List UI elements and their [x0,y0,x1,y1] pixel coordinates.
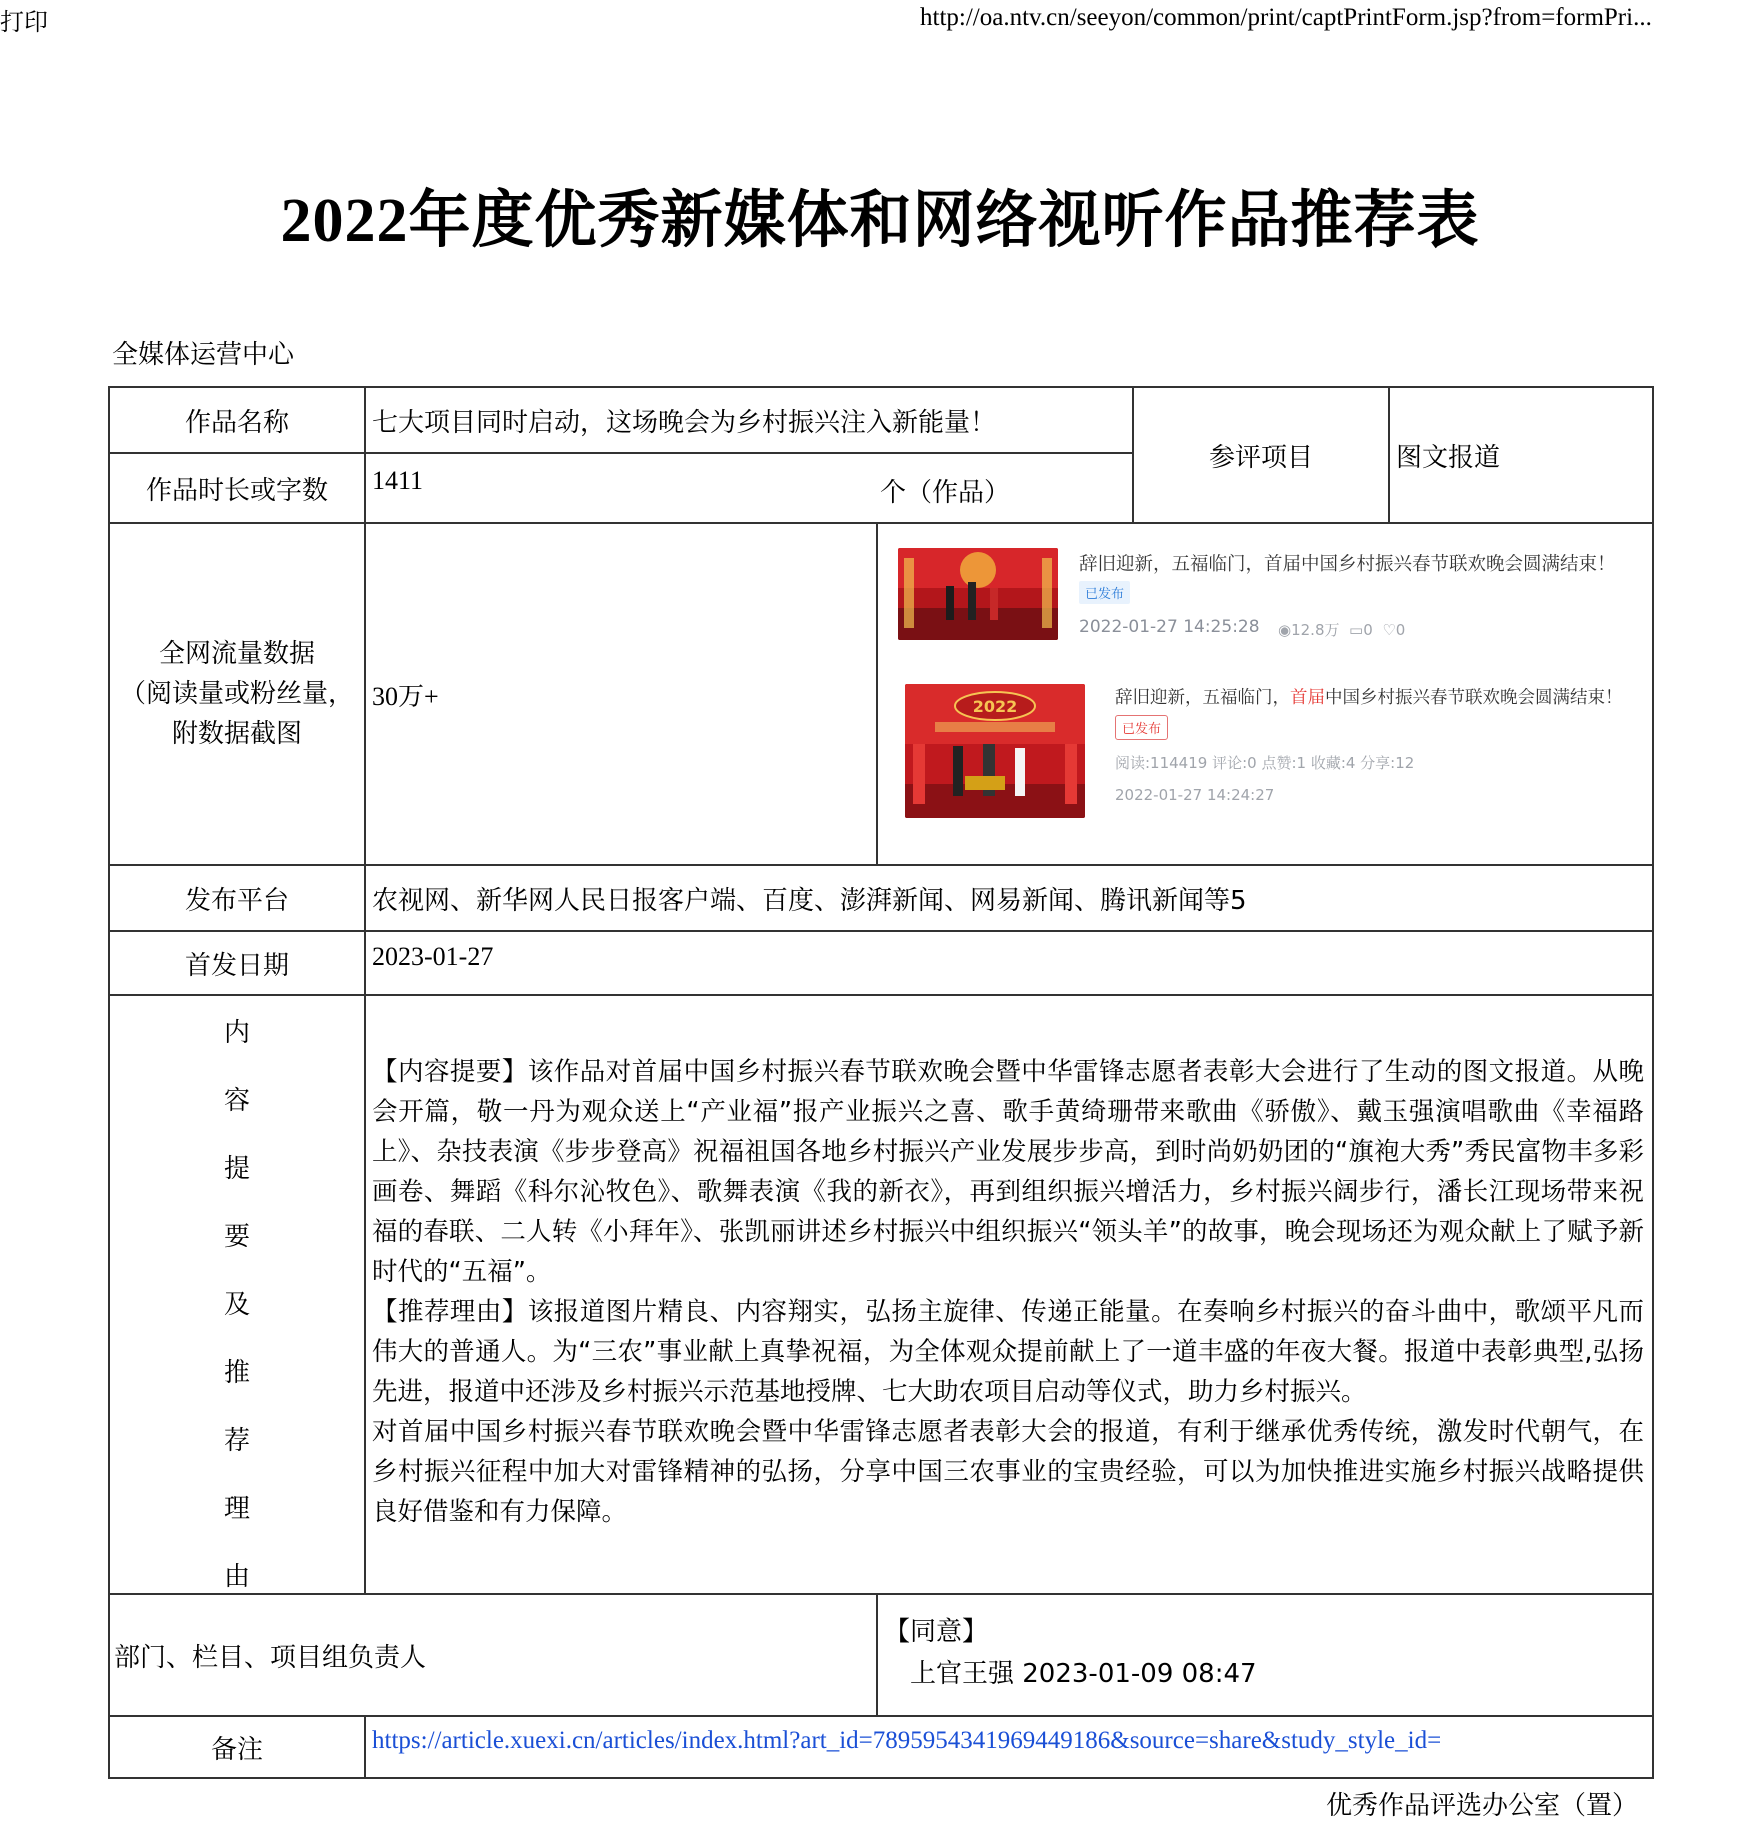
title-year: 2022 [280,187,409,255]
thumbs-up-icon: ♡ [1382,621,1396,639]
department: 全媒体运营中心 [112,340,295,370]
approver [884,1653,1646,1695]
eye-icon: ◉ [1278,621,1292,639]
eval-item-value: 图文报道 [1389,387,1653,523]
content-label-char: 理 [223,1494,250,1524]
platform-value: 农视网、新华网人民日报客户端、百度、澎湃新闻、网易新闻、腾讯新闻等5 [365,865,1653,931]
banner-year: 2022 [972,697,1018,716]
length-cell [365,453,1133,523]
traffic-label [109,523,365,865]
item2-title-c: 中国乡村振兴春节联欢晚会圆满结束！ [1325,688,1623,708]
item2-title [1115,684,1623,709]
item1-likes: 0 [1395,621,1406,639]
traffic-value: 30万+ [365,523,877,865]
content-label-char: 及 [223,1290,250,1320]
item1-comments: 0 [1363,621,1373,639]
page-url: http://oa.ntv.cn/seeyon/common/print/captPrintForm.jsp?from=formPri... [920,4,1652,31]
content-label-char: 内 [223,1018,250,1048]
content-summary: 【内容提要】该作品对首届中国乡村振兴春节联欢晚会暨中华雷锋志愿者表彰大会进行了生动的图文报道。从晚会开篇，敬一丹为观众送上“产业福”报产业振兴之喜、歌手黄绮珊带来歌曲《骄傲》、戴玉强演唱歌曲《幸福路上》、杂技表演《步步登高》祝福祖国各地乡村振兴产业发展步步高，到时尚奶奶团的“旗袍大秀”秀民富物丰多彩画卷、舞蹈《科尔沁牧色》、歌舞表演《我的新衣》，再到组织振兴增活力，乡村振兴阔步行，潘长江现场带来祝福的春联、二人转《小拜年》、张凯丽讲述乡村振兴中组织振兴“领头羊”的故事，晚会现场还为观众献上了赋予新时代的“五福”。 [372,1057,1645,1287]
item1-views: 12.8万 [1291,621,1340,639]
item1-datetime: 2022-01-27 14:25:28 [1079,617,1260,637]
item2-title-highlight: 首届 [1290,688,1325,708]
item1-badge: 已发布 [1079,581,1130,604]
traffic-label-line1: 全网流量数据 [158,639,315,669]
item2-datetime: 2022-01-27 14:24:27 [1115,786,1275,804]
content-label-char: 由 [223,1562,250,1592]
page-title [0,170,1760,259]
traffic-label-line2: （阅读量或粉丝量， [119,679,354,709]
date-value: 2023-01-27 [365,931,1653,995]
approval-cell [877,1594,1653,1716]
recommendation-extra: 对首届中国乡村振兴春节联欢晚会暨中华雷锋志愿者表彰大会的报道，有利于继承优秀传统，激发时代朝气，在乡村振兴征程中加大对雷锋精神的弘扬，分享中国三农事业的宝贵经验，可以为加快推进实施乡村振兴战略提供良好借鉴和有力保障。 [372,1417,1645,1527]
content-label-char: 提 [223,1154,250,1184]
length-label: 作品时长或字数 [109,453,365,523]
platform-label: 发布平台 [109,865,365,931]
remark-label: 备注 [109,1716,365,1778]
recommendation-form [108,386,1654,1779]
content-label [109,995,365,1594]
traffic-label-line3: 附数据截图 [171,719,302,749]
work-name-label: 作品名称 [109,387,365,453]
thumbnail-2 [905,684,1085,818]
remark-link[interactable]: https://article.xuexi.cn/articles/index.html?art_id=7895954341969449186&source=share&study_style_id= [365,1716,1653,1778]
length-value: 1411 [372,466,424,495]
print-label: 打印 [0,8,48,36]
data-screenshots [878,524,1652,864]
item1-stats [1278,619,1405,640]
work-name-value: 七大项目同时启动，这场晚会为乡村振兴注入新能量！ [365,387,1133,453]
item2-title-a: 辞旧迎新，五福临门， [1115,688,1290,708]
content-label-char: 推 [223,1358,250,1388]
data-screenshot-cell [877,523,1653,865]
content-label-char: 荐 [223,1426,250,1456]
item2-stats: 阅读:114419 评论:0 点赞:1 收藏:4 分享:12 [1115,754,1415,772]
content-text [365,995,1653,1594]
date-label: 首发日期 [109,931,365,995]
title-text: 年度优秀新媒体和网络视听作品推荐表 [408,183,1480,256]
approval-status: 【同意】 [884,1617,989,1647]
comment-icon: ▭ [1349,621,1364,639]
length-unit: 个（作品） [880,478,1011,508]
item1-title: 辞旧迎新，五福临门，首届中国乡村振兴春节联欢晚会圆满结束！ [1079,554,1616,575]
content-label-char: 容 [223,1086,250,1116]
content-label-char: 要 [223,1222,250,1252]
item2-badge: 已发布 [1115,715,1168,740]
thumbnail-1 [898,548,1058,640]
recommendation-reason: 【推荐理由】该报道图片精良、内容翔实，弘扬主旋律、传递正能量。在奏响乡村振兴的奋斗曲中，歌颂平凡而伟大的普通人。为“三农”事业献上真挚祝福，为全体观众提前献上了一道丰盛的年夜大餐。报道中表彰典型,弘扬先进，报道中还涉及乡村振兴示范基地授牌、七大助农项目启动等仪式，助力乡村振兴。 [372,1297,1645,1407]
eval-item-label: 参评项目 [1133,387,1389,523]
leader-label: 部门、栏目、项目组负责人 [109,1594,877,1716]
approver-text: 上官王强 2023-01-09 08:47 [910,1659,1257,1689]
footer-office: 优秀作品评选办公室（置） [1325,1791,1638,1821]
